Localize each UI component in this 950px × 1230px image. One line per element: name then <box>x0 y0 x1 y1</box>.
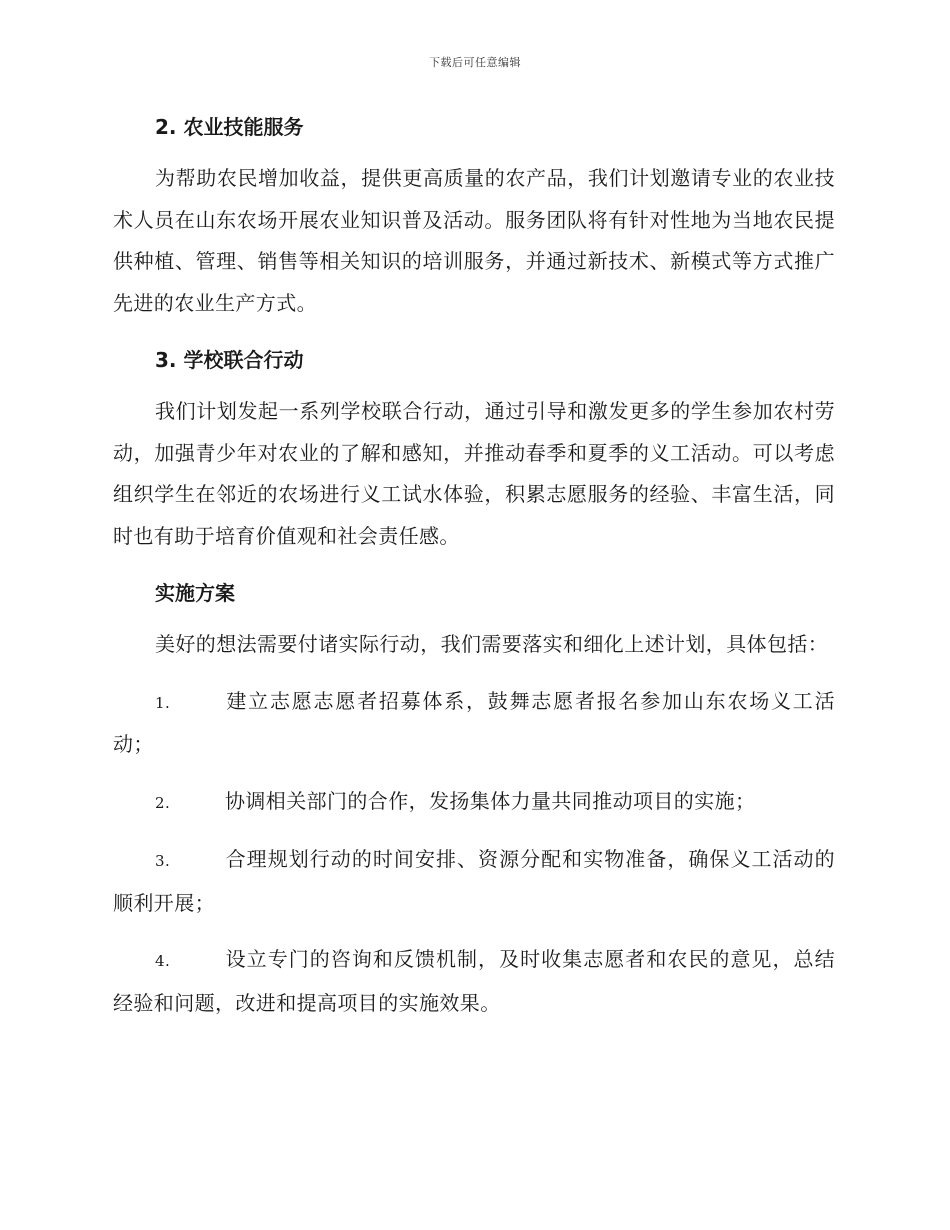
section-heading-school-action: 3. 学校联合行动 <box>155 348 304 372</box>
paragraph-implementation-intro: 美好的想法需要付诸实际行动，我们需要落实和细化上述计划，具体包括： <box>155 632 829 656</box>
section-heading-agri-skills: 2. 农业技能服务 <box>155 115 304 139</box>
list-item-text: 协调相关部门的合作，发扬集体力量共同推动项目的实施； <box>225 788 756 813</box>
list-item-number: 3. <box>155 852 171 870</box>
page-header: 下载后可任意编辑 <box>429 56 521 69</box>
list-item <box>113 939 835 1024</box>
paragraph-agri-skills: 为帮助农民增加收益，提供更高质量的农产品，我们计划邀请专业的农业技术人员在山东农场开展农业知识普及活动。服务团队将有针对性地为当地农民提供种植、管理、销售等相关知识的培训服务，并通过新技术、新模式等方式推广先进的农业生产方式。 <box>113 166 835 315</box>
section-heading-implementation: 实施方案 <box>155 581 235 605</box>
list-item <box>113 839 835 924</box>
list-item-text: 合理规划行动的时间安排、资源分配和实物准备，确保义工活动的顺利开展； <box>113 847 835 915</box>
paragraph-school-action: 我们计划发起一系列学校联合行动，通过引导和激发更多的学生参加农村劳动，加强青少年对农业的了解和感知，并推动春季和夏季的义工活动。可以考虑组织学生在邻近的农场进行义工试水体验，积累志愿服务的经验、丰富生活，同时也有助于培育价值观和社会责任感。 <box>113 399 835 548</box>
list-item <box>113 781 835 825</box>
list-item-number: 2. <box>155 793 171 812</box>
list-item-number: 4. <box>155 952 171 970</box>
list-item-text: 设立专门的咨询和反馈机制，及时收集志愿者和农民的意见，总结经验和问题，改进和提高项目的实施效果。 <box>113 947 835 1015</box>
list-item-number: 1. <box>155 693 171 712</box>
document-body <box>113 108 835 1024</box>
list-item <box>113 681 835 766</box>
list-item-text: 建立志愿志愿者招募体系，鼓舞志愿者报名参加山东农场义工活动； <box>113 688 835 756</box>
